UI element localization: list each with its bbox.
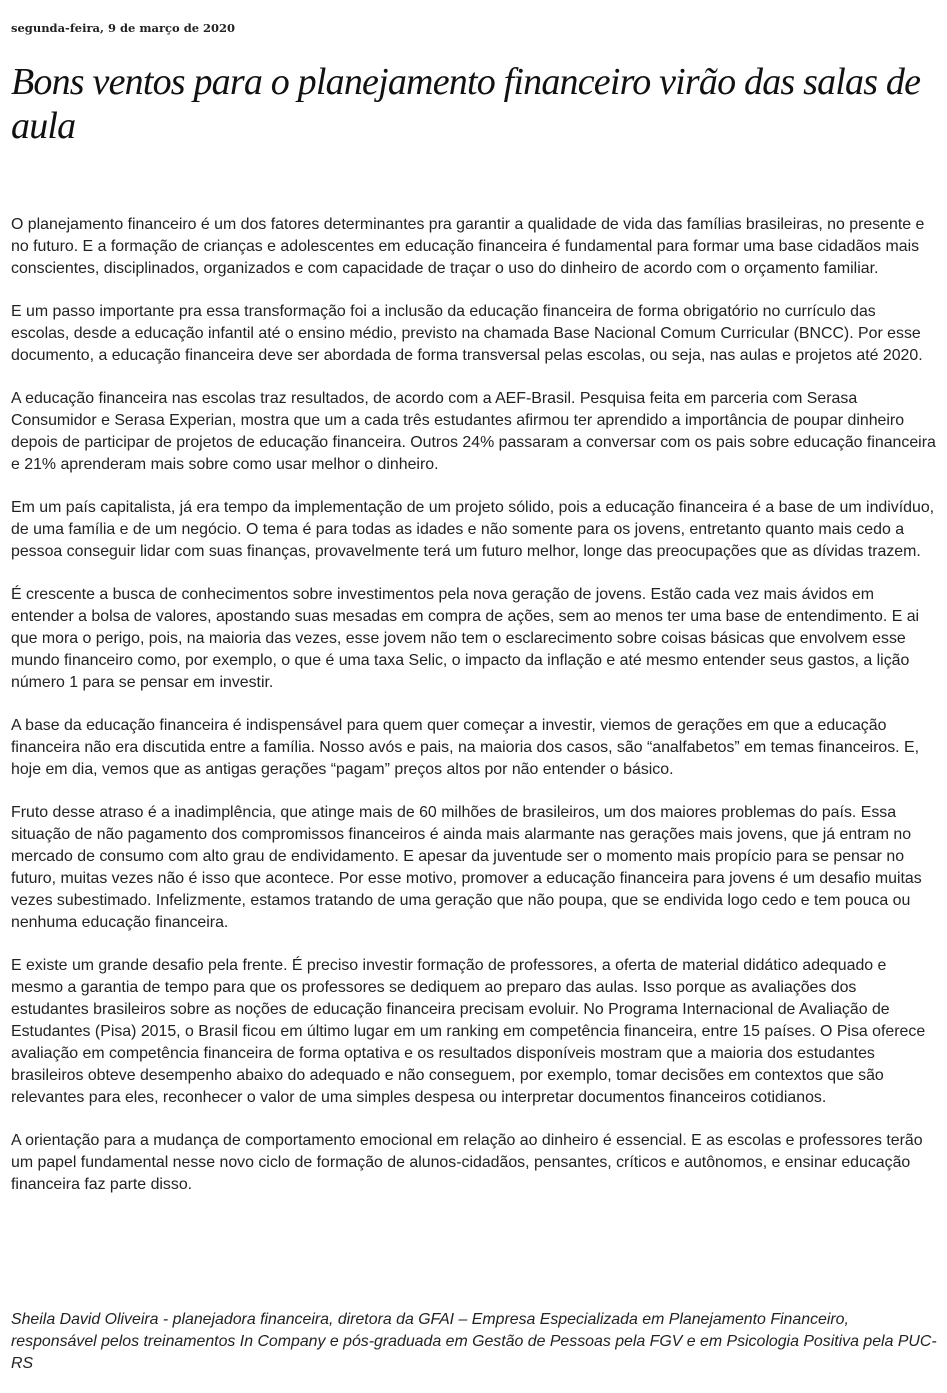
paragraph: A base da educação financeira é indispensável para quem quer começar a investir, viemos de gerações em que a educação financeira não era discutida entre a família. Nosso avós e pais, na maioria dos casos, são “analfabetos” em temas financeiros. E, hoje em dia, vemos que as antigas gerações “pagam” preços altos por não entender o básico. [11, 717, 920, 778]
paragraph: A orientação para a mudança de comportamento emocional em relação ao dinheiro é essencial. E as escolas e professores terão um papel fundamental nesse novo ciclo de formação de alunos-cidadãos, pensantes, críticos e autônomos, e ensinar educação financeira faz parte disso. [11, 1132, 923, 1193]
paragraph: Fruto desse atraso é a inadimplência, que atinge mais de 60 milhões de brasileiros, um dos maiores problemas do país. Essa situação de não pagamento dos compromissos financeiros é ainda mais alarmante nas gerações mais jovens, que já entram no mercado de consumo com alto grau de endividamento. E apesar da juventude ser o momento mais propício para se pensar no futuro, muitas vezes não é isso que acontece. Por esse motivo, promover a educação financeira para jovens é um desafio muitas vezes subestimado. Infelizmente, estamos tratando de uma geração que não poupa, que se endivida logo cedo e tem pouca ou nenhuma educação financeira. [11, 804, 922, 931]
paragraph: E existe um grande desafio pela frente. É preciso investir formação de professores, a oferta de material didático adequado e mesmo a garantia de tempo para que os professores se dediquem ao preparo das aulas. Isso porque as avaliações dos estudantes brasileiros sobre as noções de educação financeira precisam evoluir. No Programa Internacional de Avaliação de Estudantes (Pisa) 2015, o Brasil ficou em último lugar em um ranking em competência financeira, entre 15 países. O Pisa oferece avaliação em competência financeira de forma optativa e os resultados disponíveis mostram que a maioria dos estudantes brasileiros obteve desempenho abaixo do adequado e não conseguem, por exemplo, tomar decisões em contextos que são relevantes para eles, reconhecer o valor de uma simples despesa ou interpretar documentos financeiros cotidianos. [11, 957, 926, 1106]
article-body [11, 214, 937, 1217]
author-bio: Sheila David Oliveira - planejadora financeira, diretora da GFAI – Empresa Especializada em Planejamento Financeiro, responsável pelos treinamentos In Company e pós-graduada em Gestão de Pessoas pela FGV e em Psicologia Positiva pela PUC-RS [11, 1311, 937, 1372]
paragraph: E um passo importante pra essa transformação foi a inclusão da educação financeira de forma obrigatório no currículo das escolas, desde a educação infantil até o ensino médio, previsto na chamada Base Nacional Comum Curricular (BNCC). Por esse documento, a educação financeira deve ser abordada de forma transversal pelas escolas, ou seja, nas aulas e projetos até 2020. [11, 303, 923, 364]
paragraph: O planejamento financeiro é um dos fatores determinantes pra garantir a qualidade de vida das famílias brasileiras, no presente e no futuro. E a formação de crianças e adolescentes em educação financeira é fundamental para formar uma base cidadãos mais conscientes, disciplinados, organizados e com capacidade de traçar o uso do dinheiro de acordo com o orçamento familiar. [11, 216, 925, 277]
paragraph: É crescente a busca de conhecimentos sobre investimentos pela nova geração de jovens. Estão cada vez mais ávidos em entender a bolsa de valores, apostando suas mesadas em compra de ações, sem ao menos ter uma base de entendimento. E ai que mora o perigo, pois, na maioria das vezes, esse jovem não tem o esclarecimento sobre coisas básicas que envolvem esse mundo financeiro como, por exemplo, o que é uma taxa Selic, o impacto da inflação e até mesmo entender seus gastos, a lição número 1 para se pensar em investir. [11, 586, 920, 691]
article-title: Bons ventos para o planejamento financeiro virão das salas de aula [11, 61, 921, 147]
paragraph: Em um país capitalista, já era tempo da implementação de um projeto sólido, pois a educação financeira é a base de um indivíduo, de uma família e de um negócio. O tema é para todas as idades e não somente para os jovens, entretanto quanto mais cedo a pessoa conseguir lidar com suas finanças, provavelmente terá um futuro melhor, longe das preocupações que as dívidas trazem. [11, 499, 935, 560]
paragraph: A educação financeira nas escolas traz resultados, de acordo com a AEF-Brasil. Pesquisa feita em parceria com Serasa Consumidor e Serasa Experian, mostra que um a cada três estudantes afirmou ter aprendido a importância de poupar dinheiro depois de participar de projetos de educação financeira. Outros 24% passaram a conversar com os pais sobre educação financeira e 21% aprenderam mais sobre como usar melhor o dinheiro. [11, 390, 936, 473]
post-date: segunda-feira, 9 de março de 2020 [11, 21, 236, 35]
